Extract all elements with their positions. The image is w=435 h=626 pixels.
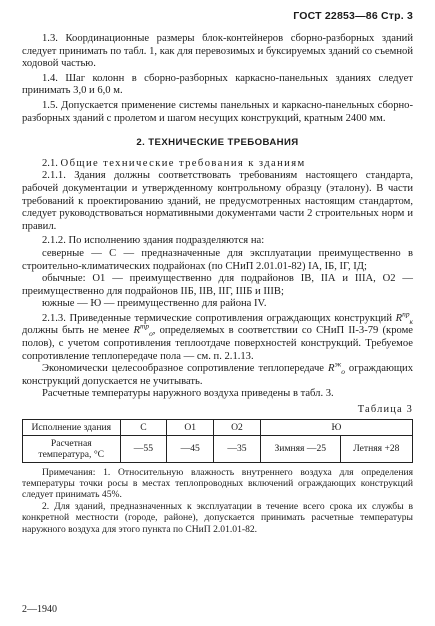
econ-text-2: ограждающих конструкций допускается не учитывать. [22, 363, 413, 387]
page-header: ГОСТ 22853—86 Стр. 3 [293, 10, 413, 22]
r-o-sub: о [149, 329, 153, 339]
table-head-cell: Ю [260, 419, 412, 435]
r-ek-sup: эк [334, 359, 342, 369]
table-3 [22, 419, 413, 463]
p213-text-1: 2.1.3. Приведенные термические сопротивления ограждающих конструкций [42, 312, 396, 324]
paragraph-2-1-3 [22, 309, 413, 363]
table-3-caption: Таблица 3 [357, 404, 413, 416]
paragraph-2-1-2-south: южные — Ю — преимущественно для района IV. [42, 298, 267, 310]
paragraph-2-1-2-ordinary: обычные: О1 — преимущественно для подрайонов IВ, IIА и IIIА, О2 — преимущественно для подрайонов IIБ, IIВ, IIГ, IIIБ и IIIВ; [22, 273, 413, 297]
note-1: Примечания: 1. Относительную влажность внутреннего воздуха для определения температуры точки росы в местах теплопроводных включений ограждающих конструкций следует принимать 45%. [22, 466, 413, 501]
r-ek-symbol [327, 359, 345, 377]
paragraph-1-5: 1.5. Допускается применение системы панельных и каркасно-панельных сборно-разборных зданий с пролетом и шагом несущих конструкций, кратным 2400 мм. [22, 99, 413, 124]
r-k-sub: к [409, 316, 413, 326]
r-k-symbol [395, 309, 413, 326]
paragraph-2-1-1: 2.1.1. Здания должны соответствовать требованиям настоящего стандарта, рабочей документации и утвержденному контрольному образцу (эталону). В части требований к проектированию зданий, не предусмотренных настоящим стандартом, следует руководствоваться нормативными документами части 2 строительных норм и правил. [22, 170, 413, 232]
subsection-2-1-heading: Общие технические требования к зданиям [60, 157, 306, 169]
r-ek-sub: о [341, 367, 345, 377]
r-ek-base: R [327, 363, 335, 375]
paragraph-1-3: 1.3. Координационные размеры блок-контейнеров сборно-разборных зданий следует принимать по табл. 1, как для перевозимых и буксируемых зданий со съемной ходовой частью. [22, 33, 413, 70]
r-o-sup: тр [140, 321, 150, 331]
table-row-label: Расчетная температура, °С [23, 435, 121, 462]
page-footer: 2—1940 [22, 604, 57, 615]
paragraph-2-1-2-north: северные — С — предназначенные для эксплуатации преимущественно в строительно-климатических подрайонах (по СНиП 2.01.01-82) IА, IБ, IГ, IД; [22, 247, 413, 272]
table-cell: Летняя +28 [340, 435, 412, 462]
table-head-cell: О1 [167, 419, 214, 435]
table-row [23, 435, 413, 462]
p213-text-2: должны быть не менее [22, 325, 134, 337]
r-o-symbol [133, 321, 153, 339]
subsection-2-1-number: 2.1. [42, 157, 58, 169]
table-head-cell: Исполнение здания [23, 419, 121, 435]
table-cell: —55 [120, 435, 167, 462]
paragraph-1-4: 1.4. Шаг колонн в сборно-разборных каркасно-панельных зданиях следует принимать 3,0 и 6,0 м. [22, 72, 413, 97]
section-2-title: 2. ТЕХНИЧЕСКИЕ ТРЕБОВАНИЯ [136, 137, 299, 149]
subsection-2-1-title [22, 158, 413, 171]
r-o-base: R [133, 325, 140, 337]
table-cell: —45 [167, 435, 214, 462]
note-2: 2. Для зданий, предназначенных к эксплуатации в течение всего срока их службы в конкретной местности (городе, районе), допускается принимать расчетные температуры наружного воздуха для этого пункта по СНиП 2.01.01-82. [22, 501, 413, 535]
table-header-row [23, 419, 413, 435]
r-k-base: R [395, 312, 403, 324]
table-head-cell: О2 [214, 419, 261, 435]
table-head-cell: С [120, 419, 167, 435]
paragraph-2-1-2-intro: 2.1.2. По исполнению здания подразделяются на: [42, 235, 265, 247]
page-content [22, 33, 413, 535]
table-cell: Зимняя —25 [260, 435, 340, 462]
paragraph-economic [22, 359, 413, 388]
table-cell: —35 [214, 435, 261, 462]
p213-text-3: , определяемых в соответствии со СНиП II-3-79 (кроме полов), с учетом сопротивления теплоотдаче поверхностей конструкций. Требуемое сопротивление теплопередаче пола — см. п. 2.1.13. [22, 325, 413, 362]
econ-text-1: Экономически целесообразное сопротивление теплопередаче [42, 363, 328, 375]
r-k-sup: пр [402, 309, 410, 319]
paragraph-temps: Расчетные температуры наружного воздуха приведены в табл. 3. [42, 388, 334, 400]
